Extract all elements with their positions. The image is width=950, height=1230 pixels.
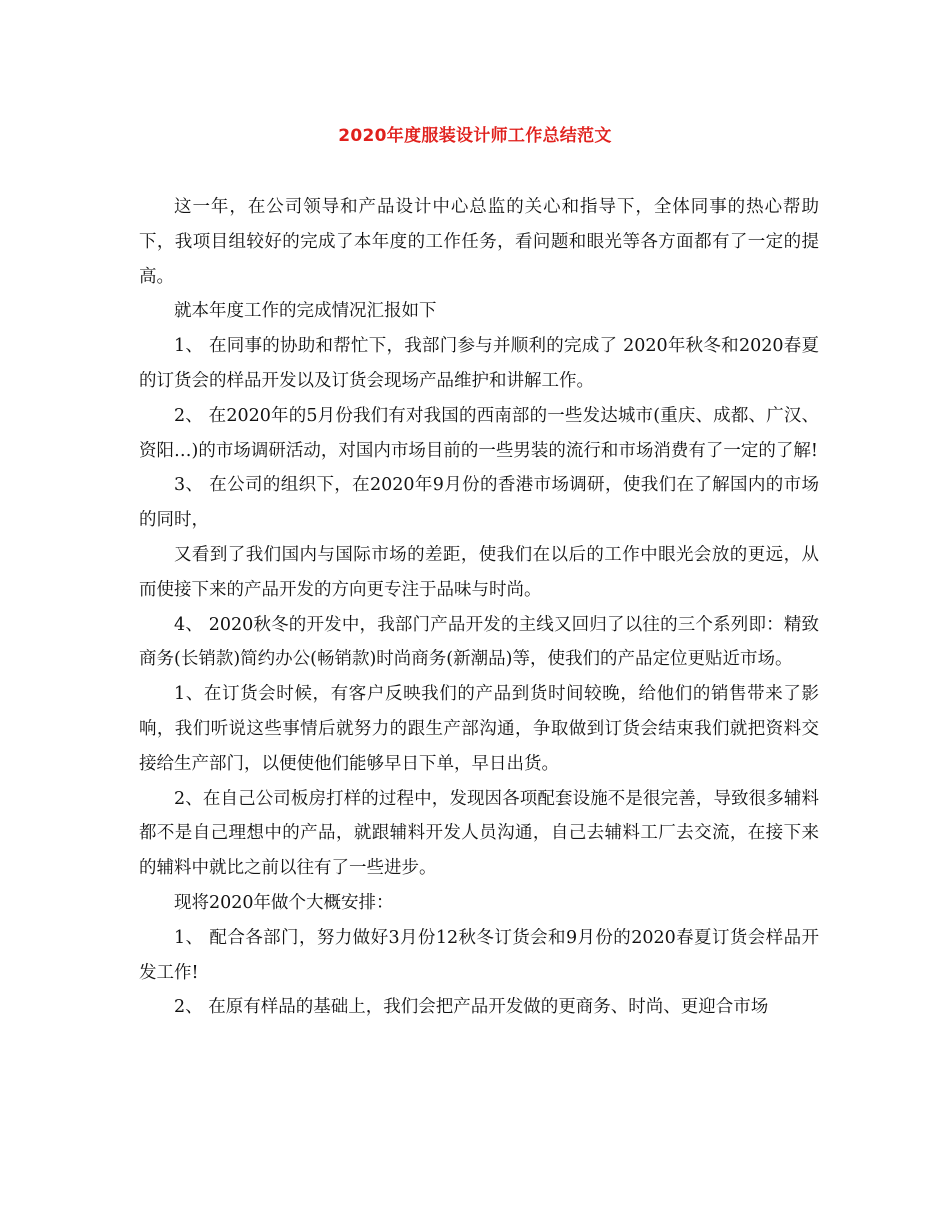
paragraph-intro: 这一年，在公司领导和产品设计中心总监的关心和指导下，全体同事的热心帮助下，我项目组较好的完成了本年度的工作任务，看问题和眼光等各方面都有了一定的提高。 [139,197,819,287]
paragraph-item-1: 1、 在同事的协助和帮忙下，我部门参与并顺利的完成了 2020年秋冬和2020春夏的订货会的样品开发以及订货会现场产品维护和讲解工作。 [139,336,819,391]
paragraph-item-3-continued: 又看到了我们国内与国际市场的差距，使我们在以后的工作中眼光会放的更远，从而使接下来的产品开发的方向更专注于品味与时尚。 [139,544,819,600]
paragraph-plan-heading: 现将2020年做个大概安排： [174,892,394,913]
paragraph-item-2: 2、 在2020年的5月份我们有对我国的西南部的一些发达城市(重庆、成都、广汉、资阳…)的市场调研活动，对国内市场目前的一些男装的流行和市场消费有了一定的了解! [139,405,819,461]
paragraph-report-heading: 就本年度工作的完成情况汇报如下 [174,301,437,322]
paragraph-plan-2: 2、 在原有样品的基础上，我们会把产品开发做的更商务、时尚、更迎合市场 [174,997,769,1018]
paragraph-item-4: 4、 2020秋冬的开发中，我部门产品开发的主线又回归了以往的三个系列即：精致商务(长销款)简约办公(畅销款)时尚商务(新潮品)等，使我们的产品定位更贴近市场。 [139,614,819,670]
paragraph-issue-1: 1、在订货会时候，有客户反映我们的产品到货时间较晚，给他们的销售带来了影响，我们听说这些事情后就努力的跟生产部沟通，争取做到订货会结束我们就把资料交接给生产部门，以便使他们能够早日下单，早日出货。 [139,684,819,774]
paragraph-item-3: 3、 在公司的组织下，在2020年9月份的香港市场调研，使我们在了解国内的市场的同时， [139,475,819,531]
document-body [139,190,819,1025]
paragraph-plan-1: 1、 配合各部门，努力做好3月份12秋冬订货会和9月份的2020春夏订货会样品开发工作! [139,927,819,983]
paragraph-issue-2: 2、在自己公司板房打样的过程中，发现因各项配套设施不是很完善，导致很多辅料都不是自己理想中的产品，就跟辅料开发人员沟通，自己去辅料工厂去交流，在接下来的辅料中就比之前以往有了一些进步。 [139,788,819,879]
document-title: 2020年度服装设计师工作总结范文 [338,126,612,146]
